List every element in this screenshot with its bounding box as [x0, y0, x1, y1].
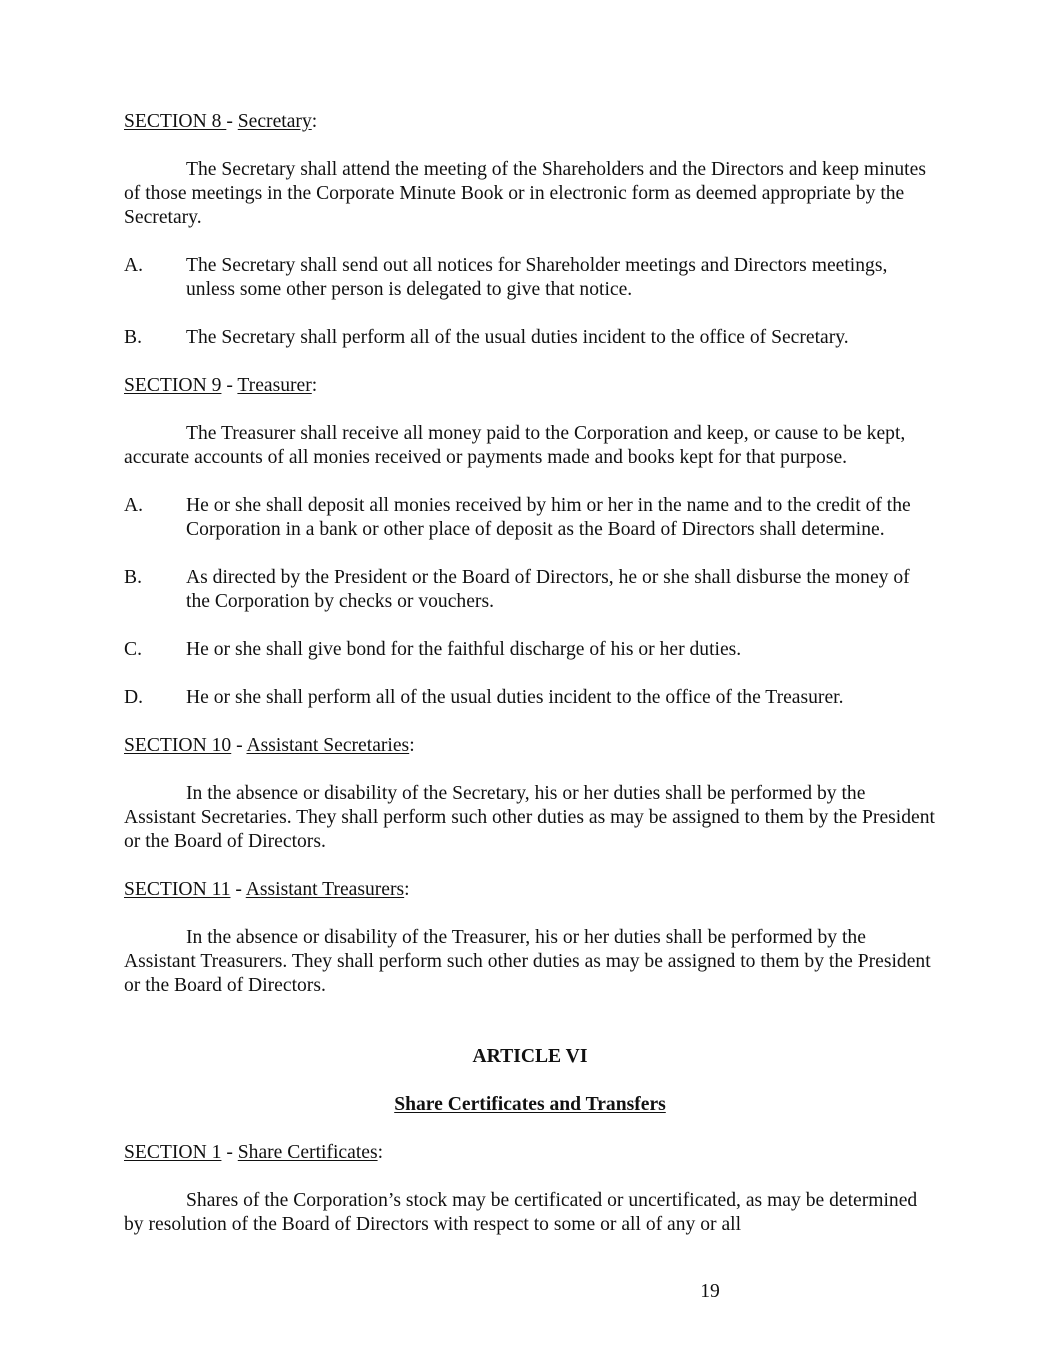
item-label: C.	[124, 639, 142, 660]
item-label: A.	[124, 255, 144, 276]
article-number: ARTICLE VI	[472, 1046, 588, 1067]
section-8-heading	[124, 110, 936, 134]
section-9-separator: -	[221, 375, 238, 396]
section-11-intro: In the absence or disability of the Treasurer, his or her duties shall be performed by the Assistant Treasurers. They shall perform such other duties as may be assigned to them by the President or the Board of Directors.	[124, 927, 931, 996]
page-number: 19	[700, 1281, 720, 1302]
item-label: B.	[124, 567, 142, 588]
article-section-1-title: Share Certificates	[237, 1142, 378, 1163]
article-section-1-label: SECTION 1	[124, 1142, 222, 1163]
section-9-title: Treasurer	[237, 375, 312, 396]
section-11-label: SECTION 11	[124, 879, 231, 900]
section-10-separator: -	[231, 735, 247, 756]
article-section-1-intro: Shares of the Corporation’s stock may be certificated or uncertificated, as may be determined by resolution of the Board of Directors with respect to some or all of any or all	[124, 1190, 918, 1235]
section-8-separator: -	[226, 111, 238, 132]
article-section-1-colon: :	[377, 1142, 384, 1163]
section-10-heading	[124, 734, 936, 758]
section-10-label: SECTION 10	[124, 735, 232, 756]
section-8-item-b	[124, 326, 936, 350]
item-label: A.	[124, 495, 144, 516]
article-title-text: Share Certificates and Transfers	[394, 1094, 666, 1115]
section-10-colon: :	[409, 735, 415, 756]
section-8-label: SECTION 8	[124, 111, 227, 132]
section-8-title: Secretary	[237, 111, 312, 132]
section-9-item-a	[124, 494, 936, 542]
item-text: The Secretary shall send out all notices for Shareholder meetings and Directors meetings, unless some other person is delegated to give that notice.	[186, 255, 888, 300]
item-text: He or she shall give bond for the faithful discharge of his or her duties.	[186, 639, 742, 660]
section-10-title: Assistant Secretaries	[246, 735, 410, 756]
section-11-heading	[124, 878, 936, 902]
document-page	[124, 110, 936, 1237]
section-8-intro: The Secretary shall attend the meeting of the Shareholders and the Directors and keep minutes of those meetings in the Corporate Minute Book or in electronic form as deemed appropriate by the Secretary.	[124, 159, 926, 228]
section-9-heading	[124, 374, 936, 398]
item-text: He or she shall deposit all monies received by him or her in the name and to the credit of the Corporation in a bank or other place of deposit as the Board of Directors shall determine.	[186, 495, 911, 540]
section-11-title: Assistant Treasurers	[245, 879, 405, 900]
item-label: B.	[124, 327, 142, 348]
section-9-item-c	[124, 638, 936, 662]
item-text: He or she shall perform all of the usual duties incident to the office of the Treasurer.	[186, 687, 844, 708]
section-9-item-b	[124, 566, 936, 614]
section-9-colon: :	[311, 375, 318, 396]
section-9-label: SECTION 9	[124, 375, 222, 396]
section-8-item-a	[124, 254, 936, 302]
item-text: The Secretary shall perform all of the usual duties incident to the office of Secretary.	[186, 327, 849, 348]
section-10-intro: In the absence or disability of the Secretary, his or her duties shall be performed by the Assistant Secretaries. They shall perform such other duties as may be assigned to them by the President or the Board of Directors.	[124, 783, 935, 852]
section-11-separator: -	[230, 879, 246, 900]
item-label: D.	[124, 687, 144, 708]
section-9-item-d	[124, 686, 936, 710]
article-section-1-heading	[124, 1141, 936, 1165]
section-9-intro: The Treasurer shall receive all money paid to the Corporation and keep, or cause to be kept, accurate accounts of all monies received or payments made and books kept for that purpose.	[124, 423, 906, 468]
item-text: As directed by the President or the Board of Directors, he or she shall disburse the money of the Corporation by checks or vouchers.	[186, 567, 910, 612]
section-11-colon: :	[404, 879, 410, 900]
article-section-1-separator: -	[221, 1142, 238, 1163]
article-title	[124, 1093, 936, 1117]
section-8-colon: :	[311, 111, 318, 132]
